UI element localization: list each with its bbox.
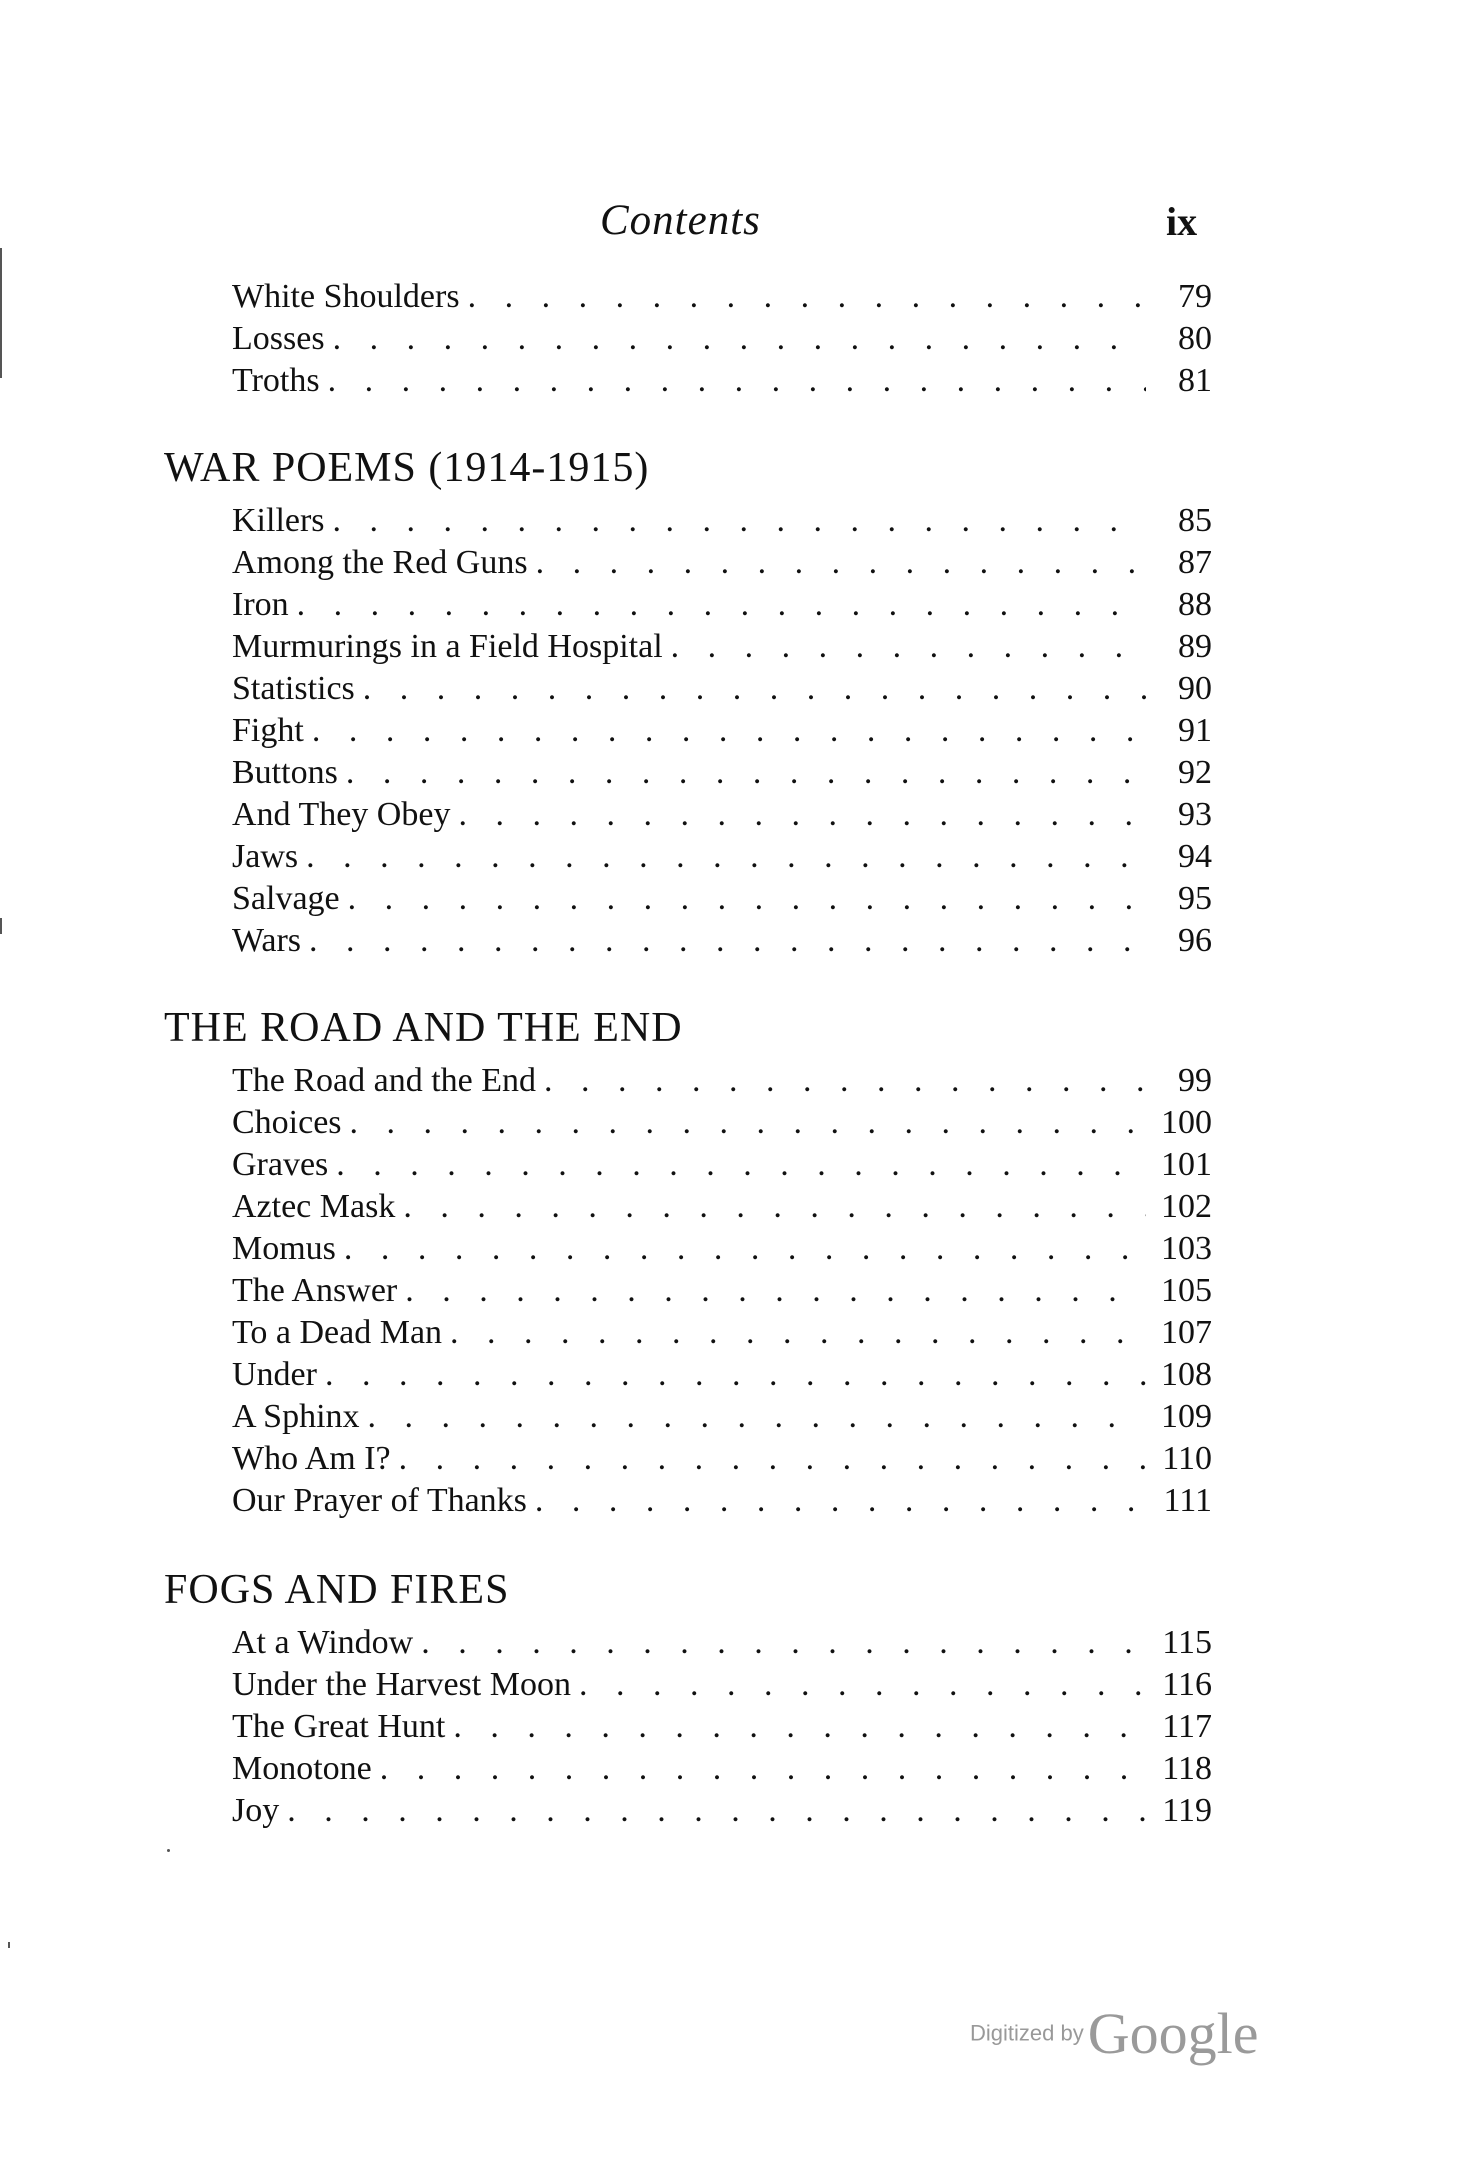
dot-leader [287, 1790, 1146, 1832]
entry-page-number: 85 [1178, 502, 1212, 539]
entry-page-number: 94 [1178, 838, 1212, 875]
entry-title: Graves [232, 1146, 329, 1183]
entry-title: Murmurings in a Field Hospital [232, 628, 663, 665]
section-heading: WAR POEMS (1914-1915) [164, 445, 650, 491]
entry-title: The Answer [232, 1272, 398, 1309]
entry-title: And They Obey [232, 796, 451, 833]
entry-page-number: 88 [1178, 586, 1212, 623]
entry-page-number: 108 [1161, 1356, 1212, 1393]
dot-leader [399, 1438, 1146, 1480]
dot-leader [405, 1270, 1146, 1312]
dot-leader [297, 584, 1146, 626]
entry-title: At a Window [232, 1624, 414, 1661]
entry-page-number: 79 [1178, 278, 1212, 315]
toc-entry[interactable] [232, 584, 1212, 626]
entry-page-number: 105 [1161, 1272, 1212, 1309]
entry-title: Killers [232, 502, 325, 539]
toc-entry[interactable] [232, 542, 1212, 584]
running-title: Contents [600, 197, 761, 244]
dot-leader [450, 1312, 1146, 1354]
toc-entry[interactable] [232, 794, 1212, 836]
dot-leader [348, 878, 1146, 920]
entry-title: Salvage [232, 880, 340, 917]
scan-edge-mark [0, 918, 2, 934]
entry-title: Wars [232, 922, 302, 959]
entry-page-number: 103 [1161, 1230, 1212, 1267]
dot-leader [579, 1664, 1146, 1706]
watermark-prefix: Digitized by [970, 2020, 1084, 2046]
entry-page-number: 101 [1161, 1146, 1212, 1183]
google-logo-text: Google [1087, 2001, 1259, 2066]
dot-leader [544, 1060, 1146, 1102]
entry-title: Under [232, 1356, 317, 1393]
dot-leader [536, 542, 1146, 584]
toc-entry[interactable] [232, 752, 1212, 794]
entry-title: Troths [232, 362, 320, 399]
entry-title: Joy [232, 1792, 280, 1829]
entry-title: Under the Harvest Moon [232, 1666, 571, 1703]
toc-entry[interactable] [232, 1186, 1212, 1228]
dot-leader [380, 1748, 1146, 1790]
scan-speck [167, 1849, 170, 1852]
toc-entry[interactable] [232, 1228, 1212, 1270]
entry-page-number: 110 [1162, 1440, 1212, 1477]
dot-leader [421, 1622, 1146, 1664]
toc-entry[interactable] [232, 1396, 1212, 1438]
toc-entry[interactable] [232, 668, 1212, 710]
entry-title: Our Prayer of Thanks [232, 1482, 527, 1519]
entry-title: The Road and the End [232, 1062, 537, 1099]
dot-leader [328, 360, 1146, 402]
toc-entry[interactable] [232, 1312, 1212, 1354]
entry-title: Momus [232, 1230, 336, 1267]
dot-leader [350, 1102, 1146, 1144]
toc-entry[interactable] [232, 1790, 1212, 1832]
toc-entry[interactable] [232, 1270, 1212, 1312]
entry-title: Monotone [232, 1750, 372, 1787]
entry-title: Who Am I? [232, 1440, 391, 1477]
page-number: ix [1166, 199, 1198, 244]
entry-title: Among the Red Guns [232, 544, 528, 581]
entry-page-number: 118 [1162, 1750, 1212, 1787]
toc-entry[interactable] [232, 710, 1212, 752]
dot-leader [368, 1396, 1146, 1438]
entry-page-number: 111 [1163, 1482, 1212, 1519]
entry-page-number: 109 [1161, 1398, 1212, 1435]
digitized-watermark [970, 2000, 1258, 2067]
entry-page-number: 107 [1161, 1314, 1212, 1351]
entry-title: To a Dead Man [232, 1314, 443, 1351]
dot-leader [333, 500, 1146, 542]
entry-page-number: 96 [1178, 922, 1212, 959]
toc-entry[interactable] [232, 1060, 1212, 1102]
dot-leader [344, 1228, 1146, 1270]
toc-entry[interactable] [232, 1622, 1212, 1664]
entry-title: Iron [232, 586, 289, 623]
entry-page-number: 115 [1162, 1624, 1212, 1661]
entry-title: A Sphinx [232, 1398, 360, 1435]
section-heading: THE ROAD AND THE END [164, 1005, 683, 1051]
entry-page-number: 81 [1178, 362, 1212, 399]
toc-entry[interactable] [232, 920, 1212, 962]
entry-page-number: 100 [1161, 1104, 1212, 1141]
toc-entry[interactable] [232, 626, 1212, 668]
entry-page-number: 91 [1178, 712, 1212, 749]
entry-title: Choices [232, 1104, 342, 1141]
entry-page-number: 99 [1178, 1062, 1212, 1099]
entry-page-number: 116 [1162, 1666, 1212, 1703]
dot-leader [453, 1706, 1146, 1748]
dot-leader [363, 668, 1146, 710]
toc-entry[interactable] [232, 276, 1212, 318]
entry-page-number: 117 [1162, 1708, 1212, 1745]
toc-entry[interactable] [232, 1706, 1212, 1748]
dot-leader [325, 1354, 1146, 1396]
dot-leader [333, 318, 1146, 360]
toc-entry[interactable] [232, 1438, 1212, 1480]
dot-leader [312, 710, 1146, 752]
dot-leader [346, 752, 1146, 794]
scan-edge-mark [0, 248, 2, 378]
scan-speck [8, 1942, 10, 1948]
entry-page-number: 90 [1178, 670, 1212, 707]
entry-title: Buttons [232, 754, 338, 791]
entry-title: Fight [232, 712, 304, 749]
entry-page-number: 92 [1178, 754, 1212, 791]
dot-leader [671, 626, 1146, 668]
page-header [0, 196, 1479, 256]
toc-entry[interactable] [232, 1354, 1212, 1396]
entry-page-number: 87 [1178, 544, 1212, 581]
dot-leader [468, 276, 1146, 318]
entry-page-number: 102 [1161, 1188, 1212, 1225]
toc-entry[interactable] [232, 1102, 1212, 1144]
toc-entry[interactable] [232, 1748, 1212, 1790]
entry-title: Aztec Mask [232, 1188, 396, 1225]
dot-leader [458, 794, 1146, 836]
entry-page-number: 119 [1162, 1792, 1212, 1829]
toc-entry[interactable] [232, 318, 1212, 360]
dot-leader [336, 1144, 1146, 1186]
toc-entry[interactable] [232, 500, 1212, 542]
entry-title: Statistics [232, 670, 355, 707]
dot-leader [306, 836, 1146, 878]
dot-leader [535, 1480, 1146, 1522]
entry-page-number: 93 [1178, 796, 1212, 833]
dot-leader [309, 920, 1146, 962]
entry-title: The Great Hunt [232, 1708, 446, 1745]
toc-entry[interactable] [232, 1480, 1212, 1522]
toc-entry[interactable] [232, 1144, 1212, 1186]
toc-entry[interactable] [232, 836, 1212, 878]
toc-entry[interactable] [232, 360, 1212, 402]
section-heading: FOGS AND FIRES [164, 1567, 510, 1613]
toc-entry[interactable] [232, 1664, 1212, 1706]
entry-page-number: 89 [1178, 628, 1212, 665]
entry-title: Jaws [232, 838, 299, 875]
toc-entry[interactable] [232, 878, 1212, 920]
entry-title: Losses [232, 320, 325, 357]
dot-leader [403, 1186, 1146, 1228]
entry-page-number: 80 [1178, 320, 1212, 357]
entry-page-number: 95 [1178, 880, 1212, 917]
entry-title: White Shoulders [232, 278, 460, 315]
